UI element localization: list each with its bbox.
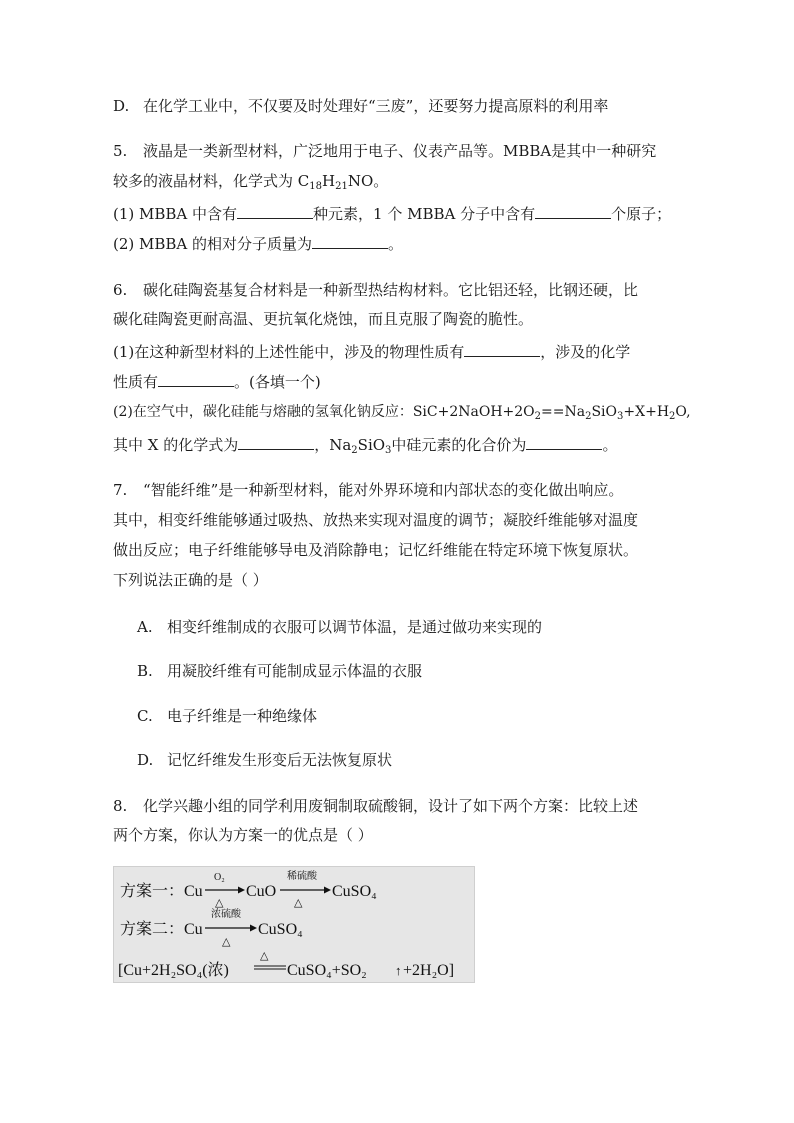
- plan1-label: 方案一：Cu: [120, 883, 203, 900]
- q7-line1: 7. “智能纤维”是一种新型材料，能对外界环境和内部状态的变化做出响应。: [113, 481, 624, 499]
- gas-up-arrow-icon: ↑: [395, 963, 402, 978]
- o2-label: O₂: [214, 872, 225, 883]
- q6-part2-cont: 其中 X 的化学式为 ，$Na_2SiO_3$中硅元素的化合价为 。: [113, 436, 618, 456]
- conc-acid-label: 浓硫酸: [211, 909, 241, 920]
- q7-option-a[interactable]: A. 相变纤维制成的衣服可以调节体温，是通过做功来实现的: [137, 618, 543, 636]
- answer-blank[interactable]: [526, 434, 602, 450]
- arrow-head: [324, 887, 331, 894]
- q5-part1: (1) MBBA 中含有 种元素，1 个 MBBA 分子中含有 个原子；: [113, 205, 672, 223]
- q5-line2: 较多的液晶材料，化学式为 $C_{18}H_{21}NO$。: [113, 172, 389, 192]
- q6-part1: (1)在这种新型材料的上述性能中，涉及的物理性质有 ，涉及的化学: [113, 343, 631, 361]
- equation-products: CuSO₄+SO₂: [287, 962, 367, 979]
- q6-part1-cont: 性质有 。(各填一个): [113, 373, 321, 391]
- equation-water: +2H₂O]: [403, 962, 455, 979]
- answer-blank[interactable]: [312, 233, 388, 249]
- answer-blank[interactable]: [535, 203, 611, 219]
- delta-symbol: △: [215, 897, 224, 909]
- q7-option-b[interactable]: B. 用凝胶纤维有可能制成显示体温的衣服: [137, 662, 423, 680]
- arrow-head: [238, 887, 245, 894]
- answer-blank[interactable]: [237, 203, 313, 219]
- cuso4-label: CuSO₄: [332, 883, 377, 900]
- q7-option-c[interactable]: C. 电子纤维是一种绝缘体: [137, 707, 318, 725]
- q5-part2: (2) MBBA 的相对分子质量为 。: [113, 235, 404, 253]
- q7-line2: 其中，相变纤维能够通过吸热、放热来实现对温度的调节；凝胶纤维能够对温度: [113, 511, 639, 529]
- equation-left: [Cu+2H₂SO₄(浓): [118, 962, 229, 979]
- reaction-scheme-figure: [113, 866, 475, 983]
- answer-blank[interactable]: [464, 341, 540, 357]
- question-number: 8.: [113, 797, 128, 815]
- q4-option-d-text: 在化学工业中，不仅要及时处理好“三废”，还要努力提高原料的利用率: [143, 97, 609, 115]
- delta-symbol: △: [294, 897, 303, 909]
- delta-symbol: △: [222, 936, 231, 948]
- q7-option-d[interactable]: D. 记忆纤维发生形变后无法恢复原状: [137, 751, 393, 769]
- cuo-label: CuO: [246, 883, 277, 900]
- dilute-acid-label: 稀硫酸: [287, 871, 317, 882]
- q6-line2: 碳化硅陶瓷更耐高温、更抗氧化烧蚀，而且克服了陶瓷的脆性。: [113, 310, 534, 328]
- q6-part2: (2)在空气中，碳化硅能与熔融的氢氧化钠反应：$SiC+2NaOH+2O_2==Na_2SiO_3+X+H_2O$,: [113, 404, 691, 422]
- q7-line3: 做出反应；电子纤维能够导电及消除静电；记忆纤维能在特定环境下恢复原状。: [113, 541, 639, 559]
- answer-blank[interactable]: [238, 434, 314, 450]
- cuso4-label: CuSO₄: [258, 921, 303, 938]
- question-number: 7.: [113, 481, 128, 499]
- arrow-head: [250, 925, 257, 932]
- q8-line2: 两个方案，你认为方案一的优点是（ ）: [113, 826, 373, 844]
- q8-line1: 8. 化学兴趣小组的同学利用废铜制取硫酸铜，设计了如下两个方案：比较上述: [113, 797, 639, 815]
- answer-blank[interactable]: [158, 371, 234, 387]
- plan2-label: 方案二：Cu: [120, 921, 203, 938]
- delta-symbol: △: [260, 950, 269, 962]
- q7-line4: 下列说法正确的是（ ）: [113, 571, 268, 589]
- q4-option-d: D. 在化学工业中，不仅要及时处理好“三废”，还要努力提高原料的利用率: [113, 97, 609, 115]
- question-number: 6.: [113, 281, 128, 299]
- question-number: 5.: [113, 142, 128, 160]
- q5-line1: 5. 液晶是一类新型材料，广泛地用于电子、仪表产品等。MBBA是其中一种研究: [113, 142, 657, 160]
- reaction-scheme-svg: [114, 867, 475, 983]
- q6-line1: 6. 碳化硅陶瓷基复合材料是一种新型热结构材料。它比铝还轻，比钢还硬，比: [113, 281, 639, 299]
